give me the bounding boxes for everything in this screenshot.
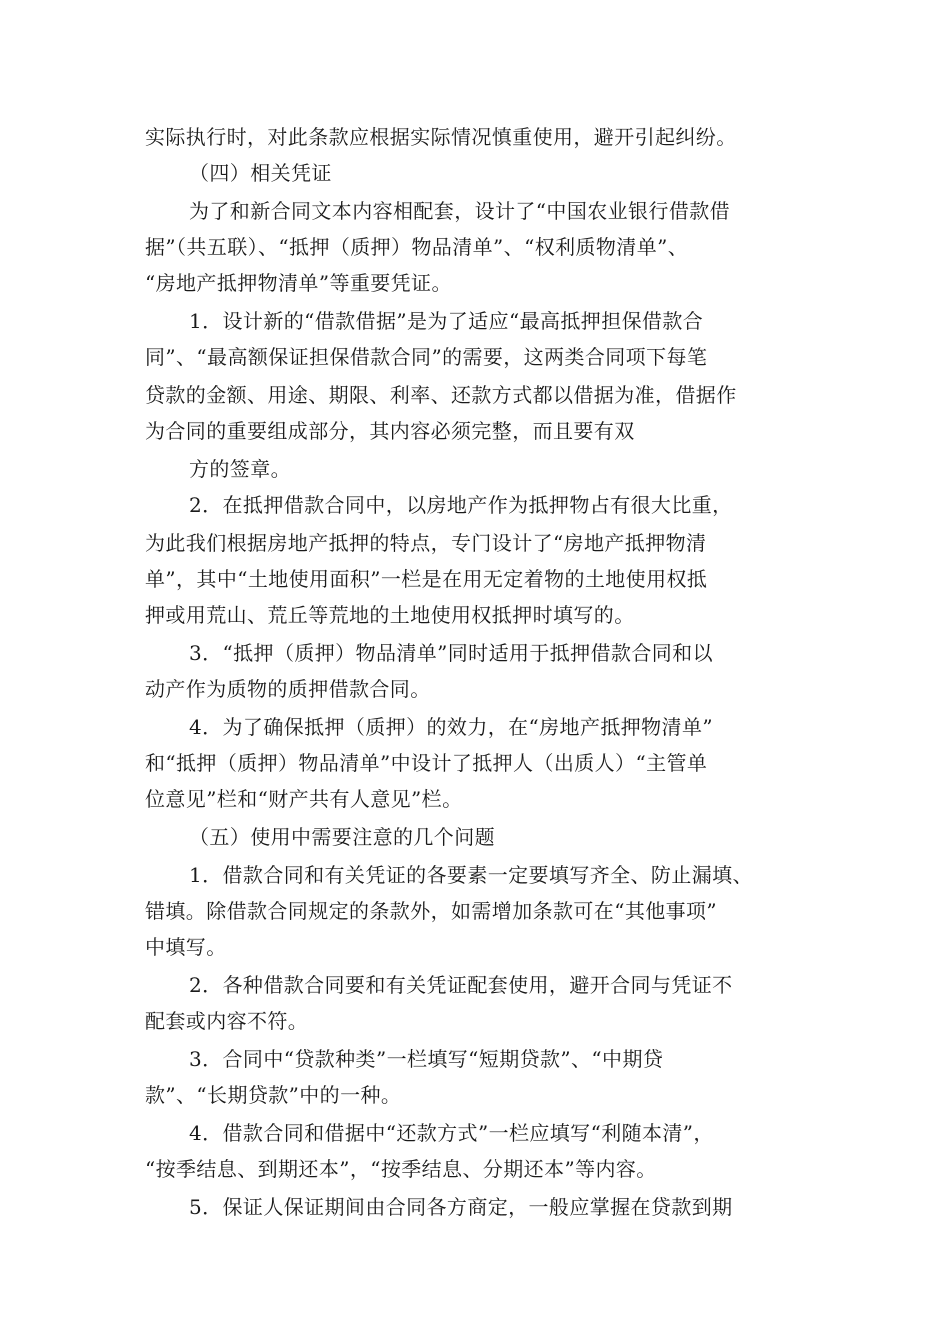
text-line: 1．借款合同和有关凭证的各要素一定要填写齐全、防止漏填、 — [189, 863, 753, 887]
text-line: 押或用荒山、荒丘等荒地的土地使用权抵押时填写的。 — [145, 603, 635, 627]
text-line: 2．各种借款合同要和有关凭证配套使用，避开合同与凭证不 — [189, 973, 733, 997]
text-line: 款”、“长期贷款”中的一种。 — [145, 1083, 402, 1107]
text-line: 单”，其中“土地使用面积”一栏是在用无定着物的土地使用权抵 — [145, 567, 708, 591]
section-heading: （五）使用中需要注意的几个问题 — [189, 825, 495, 849]
text-line: 据”（共五联）、“抵押（质押）物品清单”、“权利质物清单”、 — [145, 235, 689, 259]
text-line: “按季结息、到期还本”，“按季结息、分期还本”等内容。 — [145, 1157, 657, 1181]
text-line: 4．为了确保抵押（质押）的效力，在“房地产抵押物清单” — [189, 715, 713, 739]
text-line: 位意见”栏和“财产共有人意见”栏。 — [145, 787, 463, 811]
text-line: 动产作为质物的质押借款合同。 — [145, 677, 431, 701]
text-line: “房地产抵押物清单”等重要凭证。 — [145, 271, 452, 295]
text-line: 同”、“最高额保证担保借款合同”的需要，这两类合同项下每笔 — [145, 345, 708, 369]
text-line: 为了和新合同文本内容相配套，设计了“中国农业银行借款借 — [189, 199, 731, 223]
text-line: 1．设计新的“借款借据”是为了适应“最高抵押担保借款合 — [189, 309, 704, 333]
text-line: 配套或内容不符。 — [145, 1009, 309, 1033]
text-line: 4．借款合同和借据中“还款方式”一栏应填写“利随本清”， — [189, 1121, 714, 1145]
text-line: 错填。除借款合同规定的条款外，如需增加条款可在“其他事项” — [145, 899, 718, 923]
text-line: 实际执行时，对此条款应根据实际情况慎重使用，避开引起纠纷。 — [145, 125, 737, 149]
text-line: 和“抵押（质押）物品清单”中设计了抵押人（出质人）“主管单 — [145, 751, 708, 775]
text-line: 为合同的重要组成部分，其内容必须完整，而且要有双 — [145, 419, 635, 443]
text-line: 2．在抵押借款合同中，以房地产作为抵押物占有很大比重， — [189, 493, 733, 517]
text-line: 方的签章。 — [189, 457, 291, 481]
text-line: 5．保证人保证期间由合同各方商定，一般应掌握在贷款到期 — [189, 1195, 733, 1219]
text-line: 贷款的金额、用途、期限、利率、还款方式都以借据为准，借据作 — [145, 383, 737, 407]
text-line: 中填写。 — [145, 935, 227, 959]
text-line: 为此我们根据房地产抵押的特点，专门设计了“房地产抵押物清 — [145, 531, 707, 555]
section-heading: （四）相关凭证 — [189, 161, 332, 185]
text-line: 3．“抵押（质押）物品清单”同时适用于抵押借款合同和以 — [189, 641, 713, 665]
text-line: 3．合同中“贷款种类”一栏填写“短期贷款”、“中期贷 — [189, 1047, 664, 1071]
